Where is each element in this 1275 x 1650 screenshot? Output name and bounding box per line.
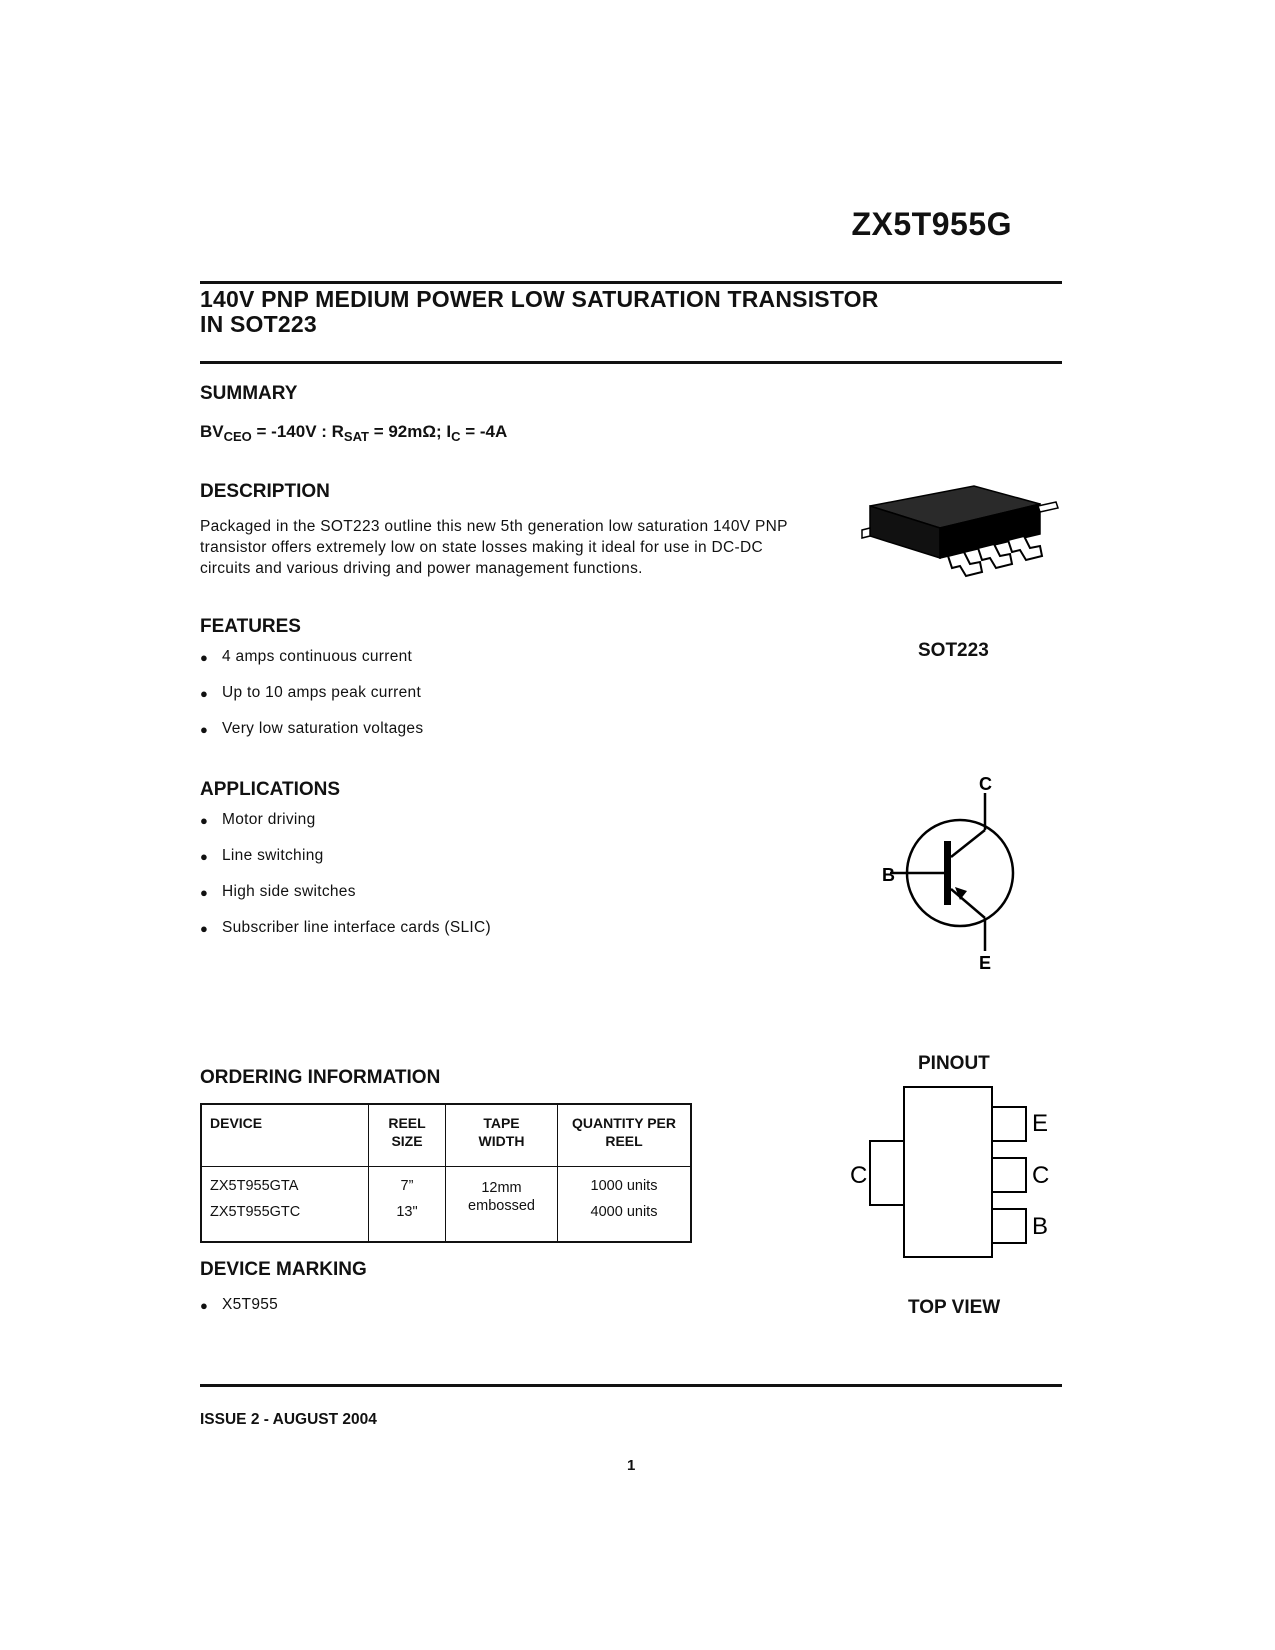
part-number: ZX5T955G bbox=[851, 206, 1012, 242]
pin-label-e: E bbox=[1032, 1110, 1049, 1137]
bullet-icon: ● bbox=[200, 686, 209, 701]
quantity-cell: 1000 units 4000 units bbox=[558, 1167, 692, 1243]
collector-label: C bbox=[979, 774, 992, 794]
bullet-icon: ● bbox=[200, 813, 209, 828]
pinout-heading: PINOUT bbox=[918, 1053, 990, 1074]
title-line-2: IN SOT223 bbox=[200, 311, 317, 337]
bullet-icon: ● bbox=[200, 722, 209, 737]
divider-title bbox=[200, 361, 1062, 364]
marking-heading: DEVICE MARKING bbox=[200, 1259, 367, 1280]
reel-size-cell: 7” 13" bbox=[369, 1167, 446, 1243]
marking-text: X5T955 bbox=[222, 1296, 279, 1313]
base-label: B bbox=[882, 865, 895, 885]
bullet-icon: ● bbox=[200, 849, 209, 864]
bullet-icon: ● bbox=[200, 1298, 209, 1313]
list-item bbox=[200, 883, 491, 919]
application-text: Subscriber line interface cards (SLIC) bbox=[222, 919, 491, 936]
spec-r-sub: SAT bbox=[343, 429, 369, 444]
list-item bbox=[200, 919, 491, 955]
tape-width-cell: 12mm embossed bbox=[446, 1167, 558, 1243]
description-heading: DESCRIPTION bbox=[200, 481, 330, 502]
list-item bbox=[200, 720, 423, 756]
features-list bbox=[200, 648, 423, 756]
bullet-icon: ● bbox=[200, 650, 209, 665]
features-heading: FEATURES bbox=[200, 616, 301, 637]
pin-label-b: B bbox=[1032, 1213, 1049, 1240]
list-item bbox=[200, 648, 423, 684]
applications-heading: APPLICATIONS bbox=[200, 779, 341, 800]
table-header-row bbox=[201, 1104, 691, 1167]
list-item bbox=[200, 847, 491, 883]
list-item bbox=[200, 811, 491, 847]
column-header: DEVICE bbox=[201, 1104, 369, 1167]
bullet-icon: ● bbox=[200, 885, 209, 900]
application-text: Line switching bbox=[222, 847, 324, 864]
application-text: Motor driving bbox=[222, 811, 316, 828]
column-header: TAPE WIDTH bbox=[446, 1104, 558, 1167]
spec-bv-sub: CEO bbox=[223, 429, 252, 444]
divider-top bbox=[200, 281, 1062, 284]
feature-text: Very low saturation voltages bbox=[222, 720, 424, 737]
spec-r-value: = 92mΩ; I bbox=[368, 422, 452, 441]
top-view-label: TOP VIEW bbox=[908, 1297, 1001, 1318]
pinout-diagram bbox=[850, 1085, 1050, 1275]
bullet-icon: ● bbox=[200, 921, 209, 936]
column-header: REEL SIZE bbox=[369, 1104, 446, 1167]
applications-list bbox=[200, 811, 491, 955]
marking-list bbox=[200, 1296, 278, 1332]
description-text: Packaged in the SOT223 outline this new 5th generation low saturation 140V PNP transistor offers extremely low on state losses making it ideal for use in DC-DC circuits and various driving and power management functions. bbox=[200, 518, 788, 577]
ordering-table bbox=[200, 1103, 692, 1243]
spec-bv-value: = -140V : R bbox=[251, 422, 344, 441]
transistor-symbol bbox=[860, 773, 1030, 973]
title-line-1: 140V PNP MEDIUM POWER LOW SATURATION TRANSISTOR bbox=[200, 286, 879, 312]
list-item bbox=[200, 684, 423, 720]
page-number: 1 bbox=[627, 1457, 636, 1474]
column-header: QUANTITY PER REEL bbox=[558, 1104, 692, 1167]
list-item bbox=[200, 1296, 278, 1332]
summary-heading: SUMMARY bbox=[200, 383, 298, 404]
spec-i-value: = -4A bbox=[460, 422, 508, 441]
pin-label-c: C bbox=[1032, 1162, 1050, 1189]
emitter-label: E bbox=[979, 953, 992, 973]
spec-bv: BV bbox=[200, 422, 224, 441]
package-label: SOT223 bbox=[918, 640, 989, 661]
sot223-package-image bbox=[860, 478, 1060, 583]
table-row bbox=[201, 1167, 691, 1243]
pin-tab-label: C bbox=[850, 1162, 868, 1189]
spec-i-sub: C bbox=[451, 429, 461, 444]
ordering-heading: ORDERING INFORMATION bbox=[200, 1067, 441, 1088]
feature-text: 4 amps continuous current bbox=[222, 648, 413, 665]
divider-footer bbox=[200, 1384, 1062, 1387]
application-text: High side switches bbox=[222, 883, 356, 900]
feature-text: Up to 10 amps peak current bbox=[222, 684, 422, 701]
page-title bbox=[200, 287, 879, 337]
issue-date: ISSUE 2 - AUGUST 2004 bbox=[200, 1411, 377, 1428]
device-cell: ZX5T955GTA ZX5T955GTC bbox=[201, 1167, 369, 1243]
summary-specs bbox=[200, 422, 507, 444]
